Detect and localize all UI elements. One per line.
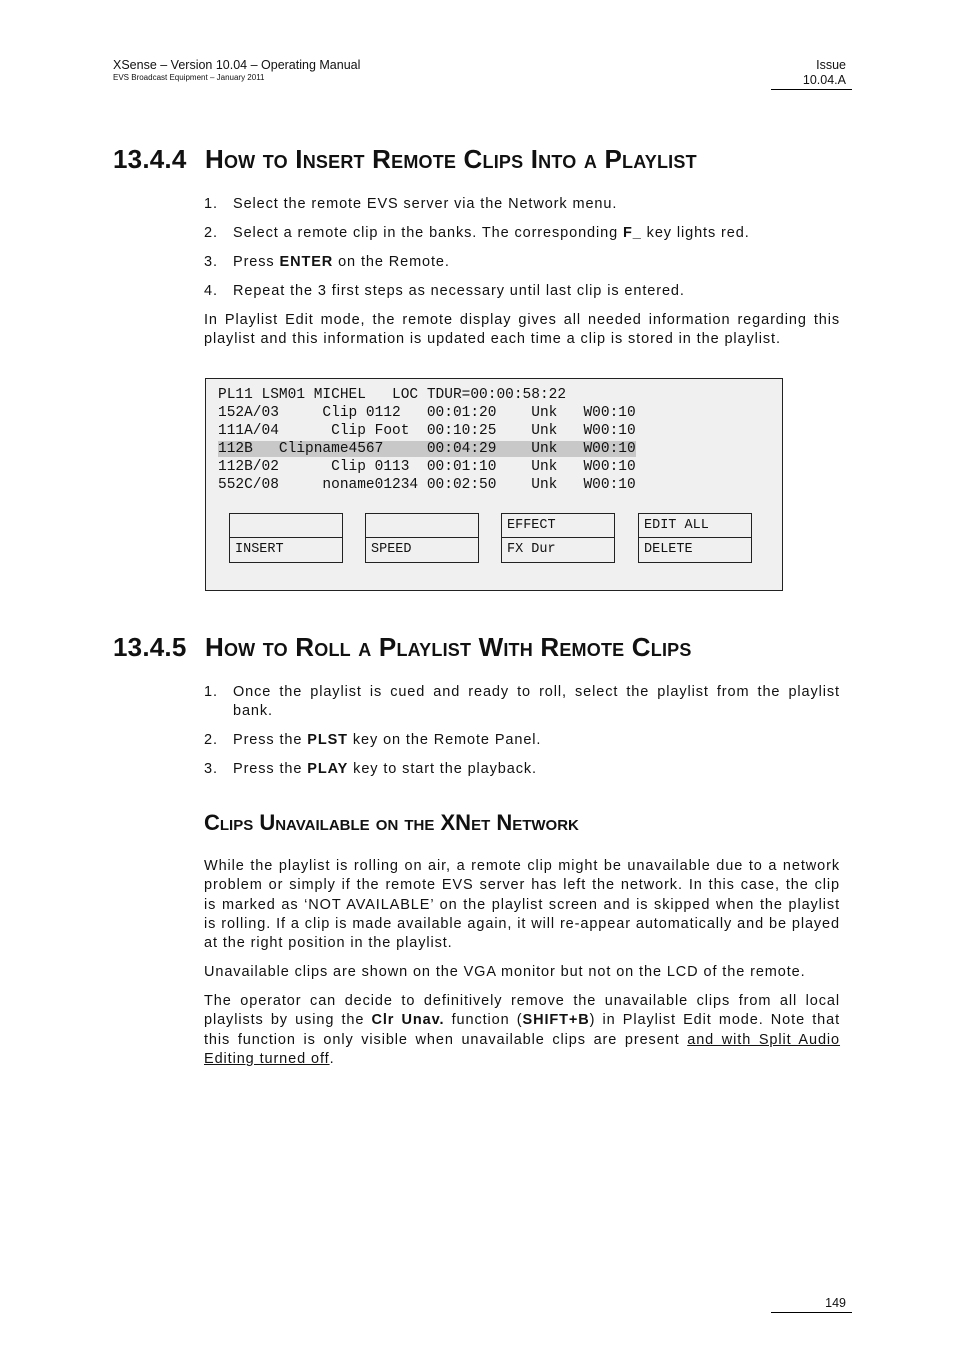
issue-block: [771, 58, 852, 90]
paragraph: In Playlist Edit mode, the remote display gives all needed information regarding this playlist and this information is updated each time a clip is stored in the playlist.: [204, 311, 840, 348]
list-item: 4. Repeat the 3 first steps as necessary until last clip is entered.: [204, 282, 685, 299]
key-name: ENTER: [279, 253, 334, 270]
issue-label: Issue: [816, 58, 846, 72]
list-item: 2. Select a remote clip in the banks. The corresponding F_ key lights red.: [204, 224, 750, 241]
list-item: 1. Select the remote EVS server via the Network menu.: [204, 196, 618, 212]
key-name: F_: [623, 224, 642, 241]
paragraph: The operator can decide to definitively remove the unavailable clips from all local playlists by using the Clr Unav. function (SHIFT+B) in Playlist Edit mode. Note that this function is only visible when unavailable clips are present and with Split Audio Editing turned off.: [204, 993, 841, 1068]
steps-list: [204, 683, 840, 780]
lcd-line-selected: 112B Clipname4567 00:04:29 Unk W00:10: [218, 441, 636, 457]
lcd-line: 112B/02 Clip 0113 00:01:10 Unk W00:10: [218, 459, 636, 475]
section-number: 13.4.4: [113, 144, 187, 174]
section-number: 13.4.5: [113, 632, 187, 662]
steps-list: [204, 195, 840, 301]
lcd-line: 152A/03 Clip 0112 00:01:20 Unk W00:10: [218, 405, 636, 421]
softkey-effect: EFFECT FX Dur: [501, 513, 615, 563]
section2-body: [204, 683, 840, 789]
list-item: 2. Press the PLST key on the Remote Panel.: [204, 732, 542, 749]
function-name: Clr Unav.: [371, 1012, 445, 1029]
section1-body: [204, 195, 840, 359]
remote-lcd-display: [205, 378, 783, 591]
softkey-speed: SPEED: [365, 513, 479, 563]
key-name: PLST: [307, 732, 348, 749]
section-title: How to Roll a Playlist With Remote Clips: [205, 632, 692, 662]
section-title: How to Insert Remote Clips Into a Playlist: [205, 144, 697, 174]
document-subtitle: EVS Broadcast Equipment – January 2011: [113, 73, 265, 82]
softkey-insert: INSERT: [229, 513, 343, 563]
lcd-line: 111A/04 Clip Foot 00:10:25 Unk W00:10: [218, 423, 636, 439]
list-item: 3. Press the PLAY key to start the playback.: [204, 761, 537, 778]
section-heading-13-4-5: [113, 632, 692, 663]
section3-body: [204, 857, 840, 1079]
lcd-line: 552C/08 noname01234 00:02:50 Unk W00:10: [218, 477, 636, 493]
section-heading-13-4-4: [113, 144, 697, 175]
document-title: XSense – Version 10.04 – Operating Manual: [113, 58, 361, 72]
page-number: 149: [771, 1296, 852, 1313]
underlined-note: and with Split Audio Editing turned off: [204, 1031, 841, 1068]
lcd-text: [218, 386, 636, 494]
running-header: [113, 58, 360, 83]
lcd-line: PL11 LSM01 MICHEL LOC TDUR=00:00:58:22: [218, 387, 567, 403]
paragraph: Unavailable clips are shown on the VGA monitor but not on the LCD of the remote.: [204, 964, 806, 981]
list-item: 3. Press ENTER on the Remote.: [204, 253, 450, 270]
issue-value: 10.04.A: [802, 73, 846, 87]
list-item: 1. Once the playlist is cued and ready to roll, select the playlist from the playlist bank.: [204, 684, 840, 720]
key-name: PLAY: [307, 761, 349, 778]
softkey-edit-all: EDIT ALL DELETE: [638, 513, 752, 563]
subsection-heading: Clips Unavailable on the XNet Network: [204, 810, 579, 835]
shortcut: SHIFT+B: [522, 1012, 590, 1029]
paragraph: While the playlist is rolling on air, a remote clip might be unavailable due to a network problem or simply if the remote EVS server has left the network. In this case, the clip is marked as ‘NOT AVAILABLE’ on the playlist screen and is skipped when the playlist is rolling. If a clip is made available again, it will re-appear automatically and be played at the right position in the playlist.: [204, 858, 840, 952]
